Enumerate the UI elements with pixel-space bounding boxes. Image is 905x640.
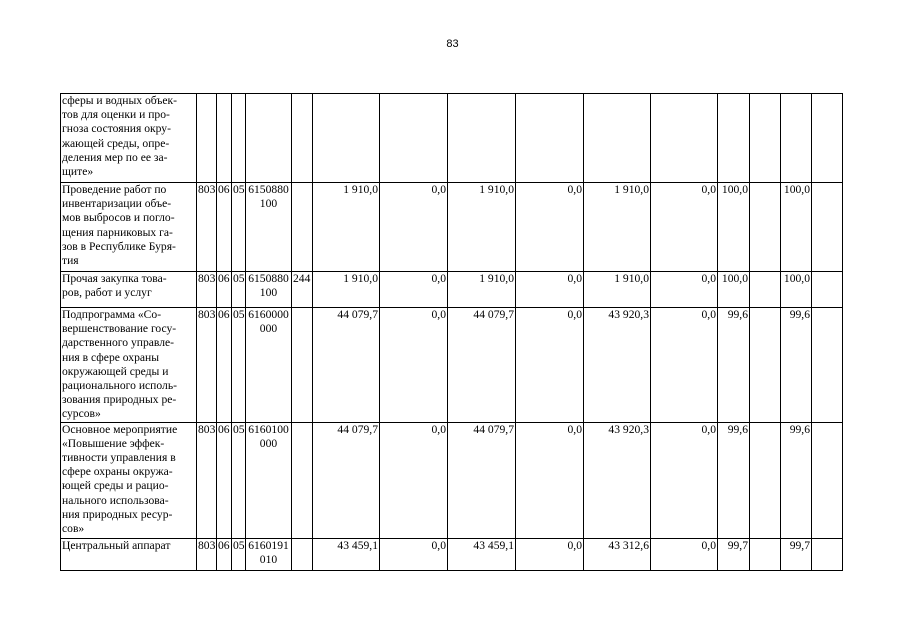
row-name-cell: сферы и водных объек- тов для оценки и про- гноза состояния окру- жающей среды, опре- деления мер по ее за- щите» xyxy=(61,94,197,183)
expense-type-cell xyxy=(292,183,313,272)
subsection-code-cell: 05 xyxy=(232,538,246,570)
target-article-cell: 6160100 000 xyxy=(246,422,292,538)
amount-cell-6: 0,0 xyxy=(651,183,718,272)
target-article-cell: 6160000 000 xyxy=(246,308,292,423)
amount-cell-2: 0,0 xyxy=(380,308,448,423)
amount-cell-1: 44 079,7 xyxy=(313,308,380,423)
amount-cell-1: 1 910,0 xyxy=(313,272,380,308)
amount-cell-5: 43 920,3 xyxy=(584,308,651,423)
amount-cell-5: 43 920,3 xyxy=(584,422,651,538)
amount-cell-4: 0,0 xyxy=(516,183,584,272)
percent-cell-4 xyxy=(812,308,843,423)
section-code-cell xyxy=(217,94,232,183)
grbs-code-cell: 803 xyxy=(197,272,217,308)
target-article-cell: 6160191 010 xyxy=(246,538,292,570)
row-name-cell: Подпрограмма «Со- вершенствование госу- дарственного управле- ния в сфере охраны окружающей среды и рационального исполь- зования природных ре- сурсов» xyxy=(61,308,197,423)
percent-cell-2 xyxy=(750,308,781,423)
table-row xyxy=(61,538,843,570)
amount-cell-3: 44 079,7 xyxy=(448,422,516,538)
table-row xyxy=(61,183,843,272)
subsection-code-cell xyxy=(232,94,246,183)
amount-cell-5: 1 910,0 xyxy=(584,183,651,272)
amount-cell-3: 1 910,0 xyxy=(448,183,516,272)
subsection-code-cell: 05 xyxy=(232,183,246,272)
amount-cell-4: 0,0 xyxy=(516,272,584,308)
amount-cell-2: 0,0 xyxy=(380,538,448,570)
grbs-code-cell: 803 xyxy=(197,183,217,272)
percent-cell-1: 100,0 xyxy=(718,183,750,272)
page-number: 83 xyxy=(446,38,459,50)
grbs-code-cell xyxy=(197,94,217,183)
row-name-cell: Основное мероприятие «Повышение эффек- тивности управления в сфере охраны окружа- ющей среды и рацио- нального использова- ния природных ресур- сов» xyxy=(61,422,197,538)
table-row xyxy=(61,272,843,308)
expense-type-cell: 244 xyxy=(292,272,313,308)
amount-cell-3 xyxy=(448,94,516,183)
percent-cell-2 xyxy=(750,422,781,538)
percent-cell-2 xyxy=(750,183,781,272)
percent-cell-3: 100,0 xyxy=(781,183,812,272)
table-row xyxy=(61,308,843,423)
percent-cell-4 xyxy=(812,183,843,272)
amount-cell-5 xyxy=(584,94,651,183)
table-row xyxy=(61,422,843,538)
amount-cell-4 xyxy=(516,94,584,183)
percent-cell-3: 100,0 xyxy=(781,272,812,308)
amount-cell-6: 0,0 xyxy=(651,538,718,570)
percent-cell-1: 99,6 xyxy=(718,422,750,538)
amount-cell-6: 0,0 xyxy=(651,308,718,423)
percent-cell-1: 99,6 xyxy=(718,308,750,423)
amount-cell-1: 44 079,7 xyxy=(313,422,380,538)
percent-cell-3 xyxy=(781,94,812,183)
amount-cell-1 xyxy=(313,94,380,183)
expense-type-cell xyxy=(292,308,313,423)
percent-cell-4 xyxy=(812,422,843,538)
expense-type-cell xyxy=(292,538,313,570)
percent-cell-4 xyxy=(812,272,843,308)
amount-cell-2 xyxy=(380,94,448,183)
grbs-code-cell: 803 xyxy=(197,538,217,570)
amount-cell-4: 0,0 xyxy=(516,422,584,538)
subsection-code-cell: 05 xyxy=(232,308,246,423)
amount-cell-1: 1 910,0 xyxy=(313,183,380,272)
expense-type-cell xyxy=(292,422,313,538)
grbs-code-cell: 803 xyxy=(197,422,217,538)
amount-cell-2: 0,0 xyxy=(380,183,448,272)
subsection-code-cell: 05 xyxy=(232,422,246,538)
percent-cell-2 xyxy=(750,538,781,570)
target-article-cell: 6150880 100 xyxy=(246,272,292,308)
amount-cell-1: 43 459,1 xyxy=(313,538,380,570)
amount-cell-2: 0,0 xyxy=(380,272,448,308)
percent-cell-4 xyxy=(812,538,843,570)
section-code-cell: 06 xyxy=(217,272,232,308)
section-code-cell: 06 xyxy=(217,183,232,272)
row-name-cell: Центральный аппарат xyxy=(61,538,197,570)
section-code-cell: 06 xyxy=(217,422,232,538)
amount-cell-6: 0,0 xyxy=(651,422,718,538)
amount-cell-4: 0,0 xyxy=(516,308,584,423)
row-name-cell: Проведение работ по инвентаризации объе- мов выбросов и погло- щения парниковых га- зов в Республике Буря- тия xyxy=(61,183,197,272)
amount-cell-5: 1 910,0 xyxy=(584,272,651,308)
percent-cell-3: 99,7 xyxy=(781,538,812,570)
percent-cell-1: 99,7 xyxy=(718,538,750,570)
target-article-cell: 6150880 100 xyxy=(246,183,292,272)
percent-cell-2 xyxy=(750,94,781,183)
percent-cell-1: 100,0 xyxy=(718,272,750,308)
amount-cell-4: 0,0 xyxy=(516,538,584,570)
amount-cell-3: 43 459,1 xyxy=(448,538,516,570)
amount-cell-2: 0,0 xyxy=(380,422,448,538)
table-row xyxy=(61,94,843,183)
amount-cell-3: 44 079,7 xyxy=(448,308,516,423)
target-article-cell xyxy=(246,94,292,183)
expense-type-cell xyxy=(292,94,313,183)
percent-cell-4 xyxy=(812,94,843,183)
amount-cell-6 xyxy=(651,94,718,183)
percent-cell-1 xyxy=(718,94,750,183)
amount-cell-3: 1 910,0 xyxy=(448,272,516,308)
amount-cell-6: 0,0 xyxy=(651,272,718,308)
percent-cell-3: 99,6 xyxy=(781,308,812,423)
section-code-cell: 06 xyxy=(217,308,232,423)
subsection-code-cell: 05 xyxy=(232,272,246,308)
amount-cell-5: 43 312,6 xyxy=(584,538,651,570)
percent-cell-3: 99,6 xyxy=(781,422,812,538)
row-name-cell: Прочая закупка това- ров, работ и услуг xyxy=(61,272,197,308)
grbs-code-cell: 803 xyxy=(197,308,217,423)
section-code-cell: 06 xyxy=(217,538,232,570)
percent-cell-2 xyxy=(750,272,781,308)
budget-table xyxy=(60,93,843,571)
table-body xyxy=(61,94,843,571)
